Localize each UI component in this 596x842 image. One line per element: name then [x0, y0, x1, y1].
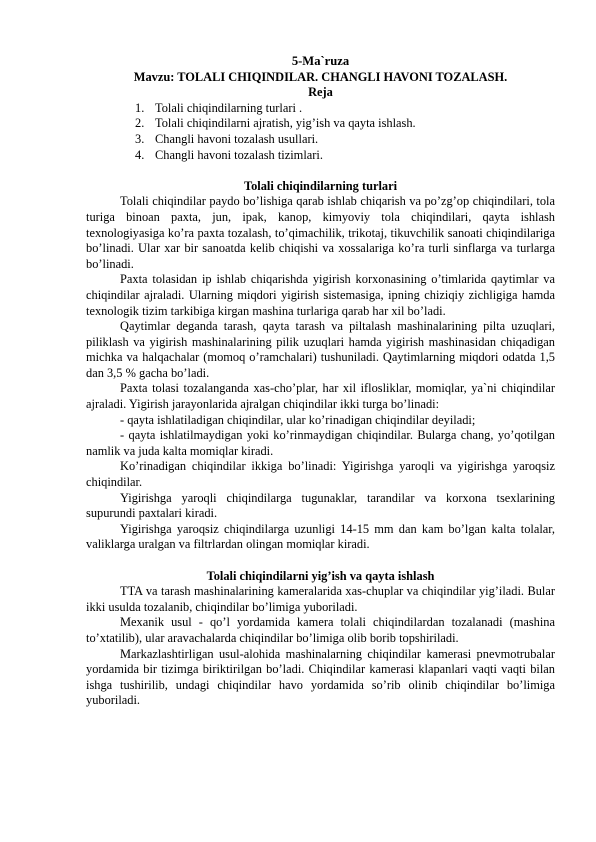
- plan-title: Reja: [308, 85, 333, 100]
- section-heading: Tolali chiqindilarning turlari: [243, 178, 398, 193]
- plan-item-number: 4.: [135, 147, 145, 162]
- plan-item-text: Changli havoni tozalash usullari.: [155, 131, 319, 146]
- paragraph: Paxta tolasi tozalanganda xas-cho’plar, har xil iflosliklar, momiqlar, ya`ni chiqindilar ajraladi. Yigirish jarayonlarida ajralgan chiqindilar ikki turga bo’linadi:: [86, 381, 555, 412]
- lecture-number: 5-Ma`ruza: [291, 54, 350, 68]
- paragraph: Paxta tolasidan ip ishlab chiqarishda yigirish korxonasining o’timlarida qaytimlar va chiqindilar ajraladi. Ularning miqdori yigirish sistemasiga, ipning chiziqiy zichligiga hamda texnologik tizim tarkibiga kirgan mashina turlariga qarab har xil bo’ladi.: [86, 272, 555, 318]
- section-heading: Tolali chiqindilarni yig’ish va qayta ishlash: [206, 568, 435, 583]
- plan-item: [135, 132, 555, 148]
- plan-item: [135, 148, 555, 164]
- paragraph: Mexanik usul - qo’l yordamida kamera tolali chiqindilardan tozalanadi (mashina to’xtatilib), ular aravachalarda chiqindilar bo’limiga olib borib topshiriladi.: [86, 615, 555, 645]
- paragraph: Markazlashtirligan usul-alohida mashinalarning chiqindilar kamerasi pnevmotrubalar yordamida bir tizimga biriktirilgan bo’ladi. Chiqindilar kamerasi klapanlari vaqti vaqti bilan ishga tushirilib, undagi chiqindilar havo yordamida so’rib olinib chiqindilar bo’limiga yuboriladi.: [86, 646, 555, 708]
- paragraph: Yigirishga yaroqsiz chiqindilarga uzunligi 14-15 mm dan kam bo’lgan kalta tolalar, valiklarga uralgan va filtrlardan olingan momiqlar kiradi.: [86, 521, 555, 552]
- lecture-topic: Mavzu: TOLALI CHIQINDILAR. CHANGLI HAVONI TOZALASH.: [133, 69, 508, 84]
- paragraph: Yigirishga yaroqli chiqindilarga tugunaklar, tarandilar va korxona tsexlarining supurundi paxtalari kiradi.: [86, 490, 555, 521]
- plan-item-text: Tolali chiqindilarning turlari .: [155, 100, 303, 115]
- plan-item: [135, 101, 555, 117]
- paragraph: - qayta ishlatilmaydigan yoki ko’rinmaydigan chiqindilar. Bularga chang, yo’qotilgan namlik va juda kalta momiqlar kiradi.: [86, 428, 555, 458]
- plan-item-text: Tolali chiqindilarni ajratish, yig’ish va qayta ishlash.: [155, 116, 416, 131]
- paragraph: Tolali chiqindilar paydo bo’lishiga qarab ishlab chiqarish va po’zg’op chiqindilari, tola turiga binoan paxta, jun, ipak, kanop, kimyoviy tola chiqindilari, qayta ishlash texnologiyasiga ko’ra paxta tozalash, to’qimachilik, trikotaj, tikuvchilik sanoati chiqindilariga bo’linadi. Ular xar bir sanoatda kelib chiqishi va xossalariga ko’ra turli sinflarga va turlarga bo’linadi.: [86, 194, 555, 271]
- document-page: [86, 54, 555, 709]
- paragraph: Ko’rinadigan chiqindilar ikkiga bo’linadi: Yigirishga yaroqli va yigirishga yaroqsiz chiqindilar.: [86, 459, 555, 490]
- paragraph: Qaytimlar deganda tarash, qayta tarash va piltalash mashinalarining pilta uzuqlari, piliklash va yigirish mashinalarining pilik uzuqlari hamda yigirish mashinasidan chiqadigan michka va halqachalar (momoq o’ramchalari) tushuniladi. Qaytimlarning miqdori odatda 1,5 dan 3,5 % gacha bo’ladi.: [86, 319, 555, 380]
- plan-item-number: 2.: [135, 116, 145, 131]
- plan-item: [135, 116, 555, 132]
- plan-item-number: 1.: [135, 100, 145, 115]
- plan-item-text: Changli havoni tozalash tizimlari.: [155, 147, 323, 162]
- paragraph: TTA va tarash mashinalarining kameralarida xas-chuplar va chiqindilar yig’iladi. Bular ikki usulda tozalanib, chiqindilar bo’limiga yuboriladi.: [86, 584, 555, 614]
- plan-list: [86, 101, 555, 163]
- plan-item-number: 3.: [135, 131, 145, 146]
- paragraph: - qayta ishlatiladigan chiqindilar, ular ko’rinadigan chiqindilar deyiladi;: [120, 412, 476, 427]
